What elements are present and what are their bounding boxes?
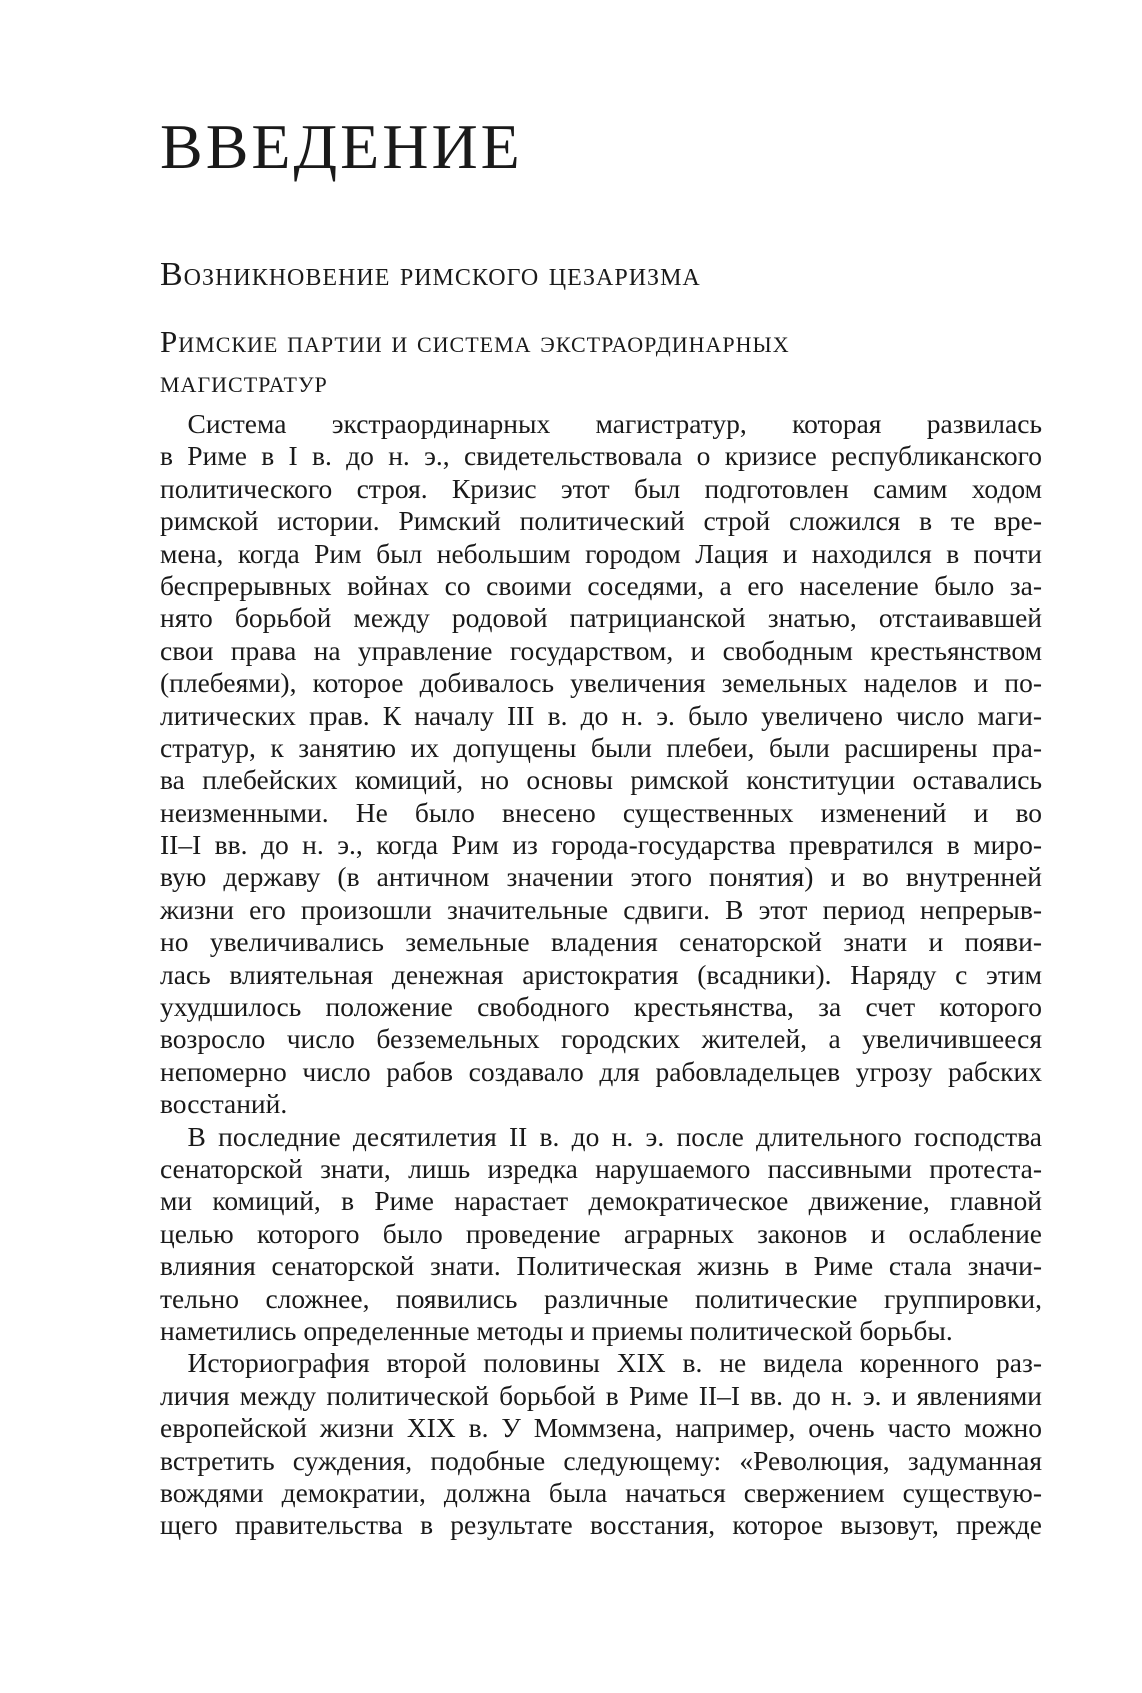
text-line: политического строя. Кризис этот был подготовлен самим ходом	[160, 472, 1042, 504]
text-line: римской истории. Римский политический строй сложился в те вре-	[160, 505, 1042, 537]
text-line: мена, когда Рим был небольшим городом Лация и находился в почти	[160, 537, 1042, 569]
chapter-title: ВВЕДЕНИЕ	[160, 111, 523, 182]
text-line: тельно сложнее, появились различные политические группировки,	[160, 1282, 1042, 1314]
text-line: нято борьбой между родовой патрицианской знатью, отстаивавшей	[160, 602, 1042, 634]
text-line: беспрерывных войнах со своими соседями, а его население было за-	[160, 569, 1042, 601]
text-line: II–I вв. до н. э., когда Рим из города-государства превратился в миро-	[160, 829, 1042, 861]
text-line: встретить суждения, подобные следующему: «Революция, задуманная	[160, 1444, 1042, 1476]
subsection-title	[160, 322, 940, 402]
body-text	[160, 408, 1042, 1542]
text-line: Система экстраординарных магистратур, которая развилась	[160, 408, 1042, 439]
text-line: вождями демократии, должна была начаться свержением существую-	[160, 1476, 1042, 1508]
text-line: свои права на управление государством, и свободным крестьянством	[160, 634, 1042, 666]
text-line: восстаний.	[160, 1088, 288, 1120]
text-line: европейской жизни XIX в. У Моммзена, например, очень часто можно	[160, 1412, 1042, 1444]
text-line: Историография второй половины XIX в. не видела коренного раз-	[160, 1347, 1042, 1379]
text-line: литических прав. К началу III в. до н. э. было увеличено число маги-	[160, 699, 1042, 731]
text-line: стратур, к занятию их допущены были плебеи, были расширены пра-	[160, 731, 1042, 763]
text-line: влияния сенаторской знати. Политическая жизнь в Риме стала значи-	[160, 1250, 1042, 1282]
text-line: ми комиций, в Риме нарастает демократическое движение, главной	[160, 1185, 1042, 1217]
text-line: лась влиятельная денежная аристократия (всадники). Наряду с этим	[160, 958, 1042, 990]
text-line: сенаторской знати, лишь изредка нарушаемого пассивными протеста-	[160, 1152, 1042, 1184]
text-line: но увеличивались земельные владения сенаторской знати и появи-	[160, 926, 1042, 958]
text-line: (плебеями), которое добивалось увеличения земельных наделов и по-	[160, 667, 1042, 699]
text-line: ухудшилось положение свободного крестьянства, за счет которого	[160, 991, 1042, 1023]
section-title: Возникновение римского цезаризма	[160, 256, 701, 293]
text-line: щего правительства в результате восстания, которое вызовут, прежде	[160, 1509, 1042, 1541]
subsection-title-line: магистратур	[160, 364, 328, 399]
text-line: наметились определенные методы и приемы политической борьбы.	[160, 1314, 953, 1346]
text-line: ва плебейских комиций, но основы римской конституции оставались	[160, 764, 1042, 796]
text-line: В последние десятилетия II в. до н. э. после длительного господства	[160, 1120, 1042, 1152]
text-line: вую державу (в античном значении этого понятия) и во внутренней	[160, 861, 1042, 893]
text-line: жизни его произошли значительные сдвиги. В этот период непрерыв-	[160, 893, 1042, 925]
text-line: возросло число безземельных городских жителей, а увеличившееся	[160, 1023, 1042, 1055]
text-line: личия между политической борьбой в Риме II–I вв. до н. э. и явлениями	[160, 1379, 1042, 1411]
subsection-title-line: Римские партии и система экстраординарных	[160, 324, 790, 359]
text-line: неизменными. Не было внесено существенных изменений и во	[160, 796, 1042, 828]
text-line: целью которого было проведение аграрных законов и ослабление	[160, 1217, 1042, 1249]
text-line: непомерно число рабов создавало для рабовладельцев угрозу рабских	[160, 1055, 1042, 1087]
text-line: в Риме в I в. до н. э., свидетельствовала о кризисе республиканского	[160, 440, 1042, 472]
